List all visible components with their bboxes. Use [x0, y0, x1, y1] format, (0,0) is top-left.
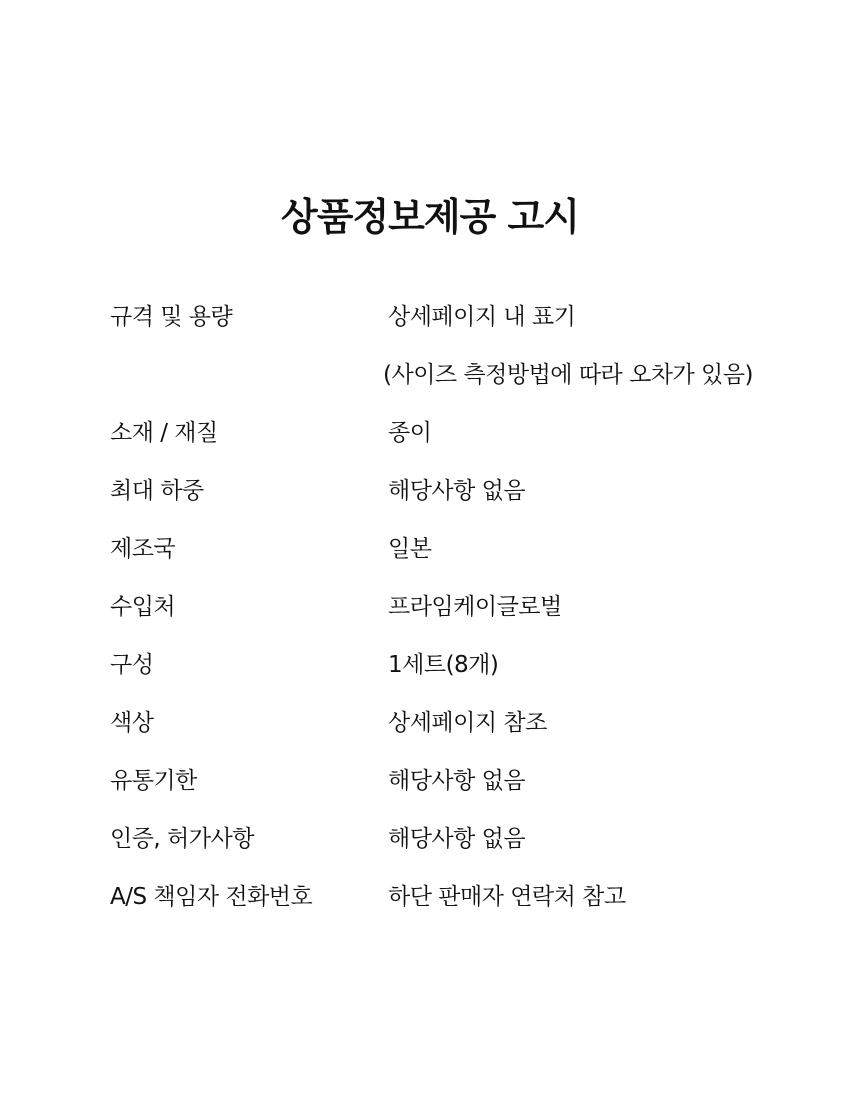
info-table [110, 296, 810, 934]
row-value: 프라임케이글로벌 [388, 594, 562, 620]
row-label: 규격 및 용량 [110, 304, 233, 330]
row-label: A/S 책임자 전화번호 [110, 884, 313, 910]
row-label: 수입처 [110, 594, 176, 620]
row-importer [110, 586, 810, 644]
page-title: 상품정보제공 고시 [281, 195, 579, 239]
row-value: 상세페이지 내 표기 [388, 304, 576, 330]
row-composition [110, 644, 810, 702]
row-value: (사이즈 측정방법에 따라 오차가 있음) [383, 362, 753, 388]
row-label: 제조국 [110, 536, 176, 562]
row-as-contact [110, 876, 810, 934]
row-label: 구성 [110, 652, 154, 678]
row-value: 종이 [388, 420, 432, 446]
row-label: 최대 하중 [110, 478, 204, 504]
row-size-capacity [110, 296, 810, 354]
row-material [110, 412, 810, 470]
row-label: 유통기한 [110, 768, 197, 794]
row-certification [110, 818, 810, 876]
row-max-load [110, 470, 810, 528]
row-size-note [110, 354, 810, 412]
row-expiration [110, 760, 810, 818]
row-value: 해당사항 없음 [388, 478, 526, 504]
row-value: 하단 판매자 연락처 참고 [388, 884, 626, 910]
row-label: 인증, 허가사항 [110, 826, 254, 852]
row-value: 해당사항 없음 [388, 768, 526, 794]
row-label: 색상 [110, 710, 154, 736]
row-value: 1세트(8개) [388, 652, 499, 678]
row-value: 일본 [388, 536, 432, 562]
row-label: 소재 / 재질 [110, 420, 218, 446]
row-country-of-manufacture [110, 528, 810, 586]
row-color [110, 702, 810, 760]
row-value: 상세페이지 참조 [388, 710, 547, 736]
row-value: 해당사항 없음 [388, 826, 526, 852]
